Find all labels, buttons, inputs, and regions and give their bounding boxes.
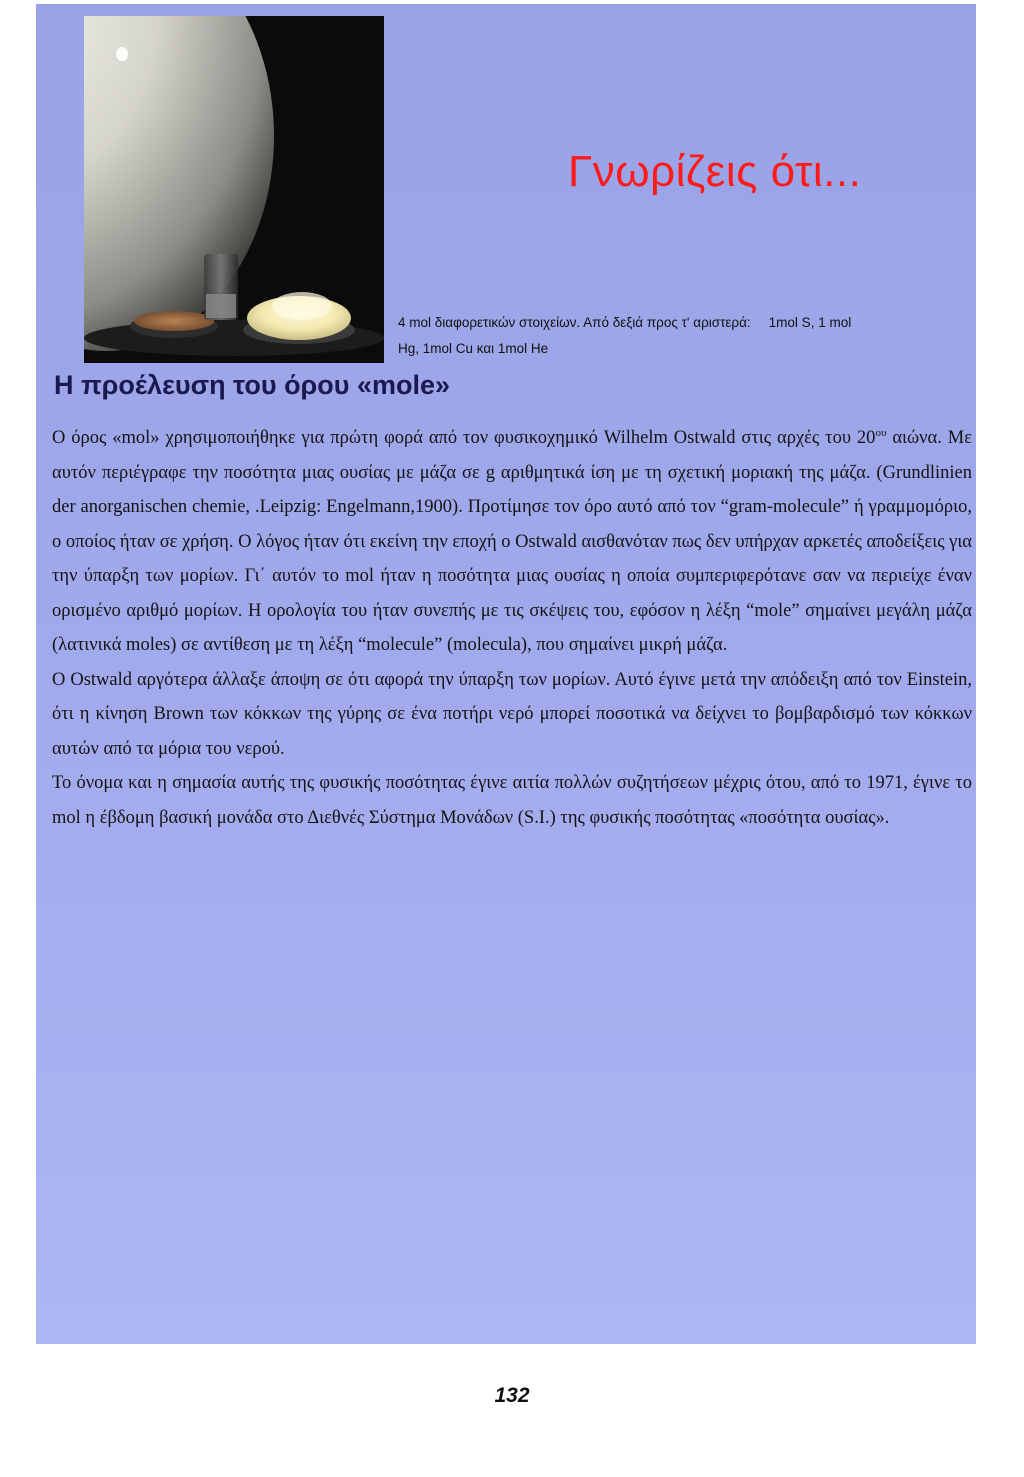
paragraph-1-part-a: Ο όρος «mol» χρησιμοποιήθηκε για πρώτη φορά από τον φυσικοχημικό Wilhelm Ostwald στις αρχές του 20 [52,428,876,449]
paragraph-1 [52,416,972,663]
article-body [52,416,972,835]
century-suffix: ου [875,427,887,439]
caption-text-a: 4 mol διαφορετικών στοιχείων. Από δεξιά προς τ' αριστερά: [398,315,751,330]
section-title: Η προέλευση του όρου «mole» [54,370,451,400]
paragraph-1-part-b: αιώνα. Με αυτόν περιέγραφε την ποσότητα μιας ουσίας με μάζα σε g αριθμητικά ίση με τη σχετική μοριακή της μάζα. (Grundlinien der anorganischen chemie, .Leipzig: Engelmann,1900). Προτίμησε τον όρο αυτό από τον “gram-molecule” ή γραμμομόριο, ο οποίος ήταν σε χρήση. Ο λόγος ήταν ότι εκείνη την εποχή ο Ostwald αισθανόταν πως δεν υπήρχαν αρκετές αποδείξεις για την ύπαρξη των μορίων. Γι΄ αυτόν το mol ήταν η ποσότητα μιας ουσίας η οποία συμπεριφερότανε σαν να περιείχε έναν ορισμένο αριθμό μορίων. Η ορολογία του ήταν συνεπής με τις σκέψεις του, εφόσον η λέξη “mole” σημαίνει μεγάλη μάζα (λατινικά moles) σε αντίθεση με τη λέξη “molecule” (molecula), που σημαίνει μικρή μάζα. [52,428,972,656]
caption-line-2: Hg, 1mol Cu και 1mol He [398,341,549,356]
paragraph-3: Το όνομα και η σημασία αυτής της φυσικής ποσότητας έγινε αιτία πολλών συζητήσεων μέχρις ότου, από το 1971, έγινε το mol η έβδομη βασική μονάδα στο Διεθνές Σύστημα Μονάδων (S.I.) της φυσικής ποσότητας «ποσότητα ουσίας». [52,773,972,828]
photo-caption [398,310,978,362]
caption-line-1 [398,310,978,336]
photo-illustration [84,16,384,363]
paragraph-2: Ο Ostwald αργότερα άλλαξε άποψη σε ότι αφορά την ύπαρξη των μορίων. Αυτό έγινε μετά την απόδειξη από τον Einstein, ότι η κίνηση Brown των κόκκων της γύρης σε ένα ποτήρι νερό μπορεί ποσοτικά να δείχνει το βομβαρδισμό των κόκκων αυτών από τα μόρια του νερού. [52,669,972,759]
caption-text-b: 1mol S, 1 mol [768,315,852,330]
page-title: Γνωρίζεις ότι... [568,147,862,196]
photo-four-mol-elements [84,16,384,363]
page-number: 132 [494,1384,530,1407]
copper-dish [134,311,214,331]
